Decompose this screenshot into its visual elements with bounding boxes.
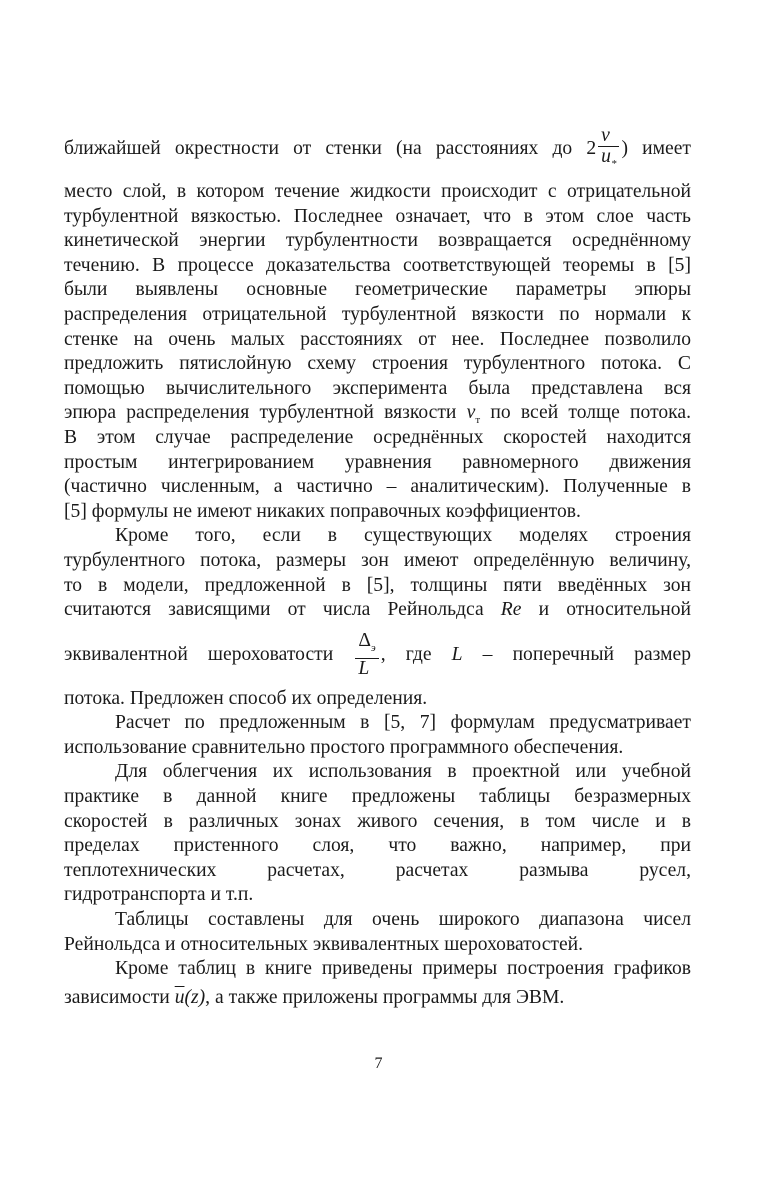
fraction-numerator: ν (598, 126, 619, 147)
text-segment: зависимости (64, 986, 175, 1008)
text-line: простым интегрированием уравнения равномерного движения (64, 451, 691, 473)
text-line: В этом случае распределение осреднённых скоростей находится (64, 426, 691, 448)
text-line: практике в данной книге предложены таблицы безразмерных (64, 786, 691, 808)
text-segment: эпюра распределения турбулентной вязкости (64, 402, 467, 424)
text-line: распределения отрицательной турбулентной вязкости по нормали к (64, 303, 691, 325)
text-line: гидротранспорта и т.п. (64, 884, 254, 906)
text-line: помощью вычислительного эксперимента была представлена вся (64, 377, 691, 399)
page-number: 7 (374, 1055, 383, 1072)
text-line: место слой, в котором течение жидкости происходит с отрицательной (64, 181, 691, 202)
text-line: теплотехнических расчетах, расчетах размыва русел, (64, 859, 691, 881)
text-line: течению. В процессе доказательства соответствующей теоремы в [5] (64, 254, 691, 276)
text-line (64, 118, 691, 180)
math-u-mean: $\overline{u}$ (174, 986, 185, 1008)
fraction-denominator: L (358, 658, 370, 680)
text-line: Кроме того, если в существующих моделях строения (115, 525, 691, 547)
text-line (64, 401, 691, 426)
text-segment: эквивалентной шероховатости (64, 643, 354, 665)
text-line (64, 982, 691, 1014)
text-segment: ближайшей окрестности от стенки (на расстояниях до 2 (64, 138, 597, 159)
text-line: турбулентного потока, размеры зон имеют определённую величину, (64, 549, 691, 571)
text-line: Расчет по предложенным в [5, 7] формулам предусматривает (115, 712, 691, 734)
text-line: Кроме таблиц в книге приведены примеры построения графиков (115, 958, 691, 980)
text-segment: – поперечный размер (462, 643, 691, 665)
text-line: (частично численным, а частично – аналитическим). Полученные в (64, 476, 691, 498)
text-segment: ) имеет (621, 138, 691, 159)
text-line: [5] формулы не имеют никаких поправочных коэффициентов. (64, 500, 581, 522)
text-line: Для облегчения их использования в проектной или учебной (115, 761, 691, 783)
fraction-numerator (355, 631, 378, 659)
fraction-denominator-symbol: u (601, 145, 611, 167)
fraction-numerator-symbol: Δ (358, 630, 371, 652)
fraction-numerator-subscript: э (370, 642, 376, 655)
fraction-denominator (598, 147, 619, 174)
text-segment: , где (380, 643, 452, 665)
math-subscript: т (475, 414, 481, 427)
math-re: Re (500, 599, 522, 621)
text-line (64, 623, 691, 687)
text-line: скоростей в различных зонах живого сечения, в том числе и в (64, 810, 691, 832)
math-nu: ν (466, 402, 476, 424)
text-line: пределах пристенного слоя, что важно, например, при (64, 835, 691, 857)
page-body (64, 118, 691, 1014)
text-line: стенке на очень малых расстояниях от нее. Последнее позволило (64, 328, 691, 350)
fraction-delta-over-l (355, 631, 378, 679)
text-line: предложить пятислойную схему строения турбулентного потока. С (64, 353, 691, 375)
text-line: то в модели, предложенной в [5], толщины пяти введённых зон (64, 574, 691, 596)
text-line: турбулентной вязкостью. Последнее означает, что в этом слое часть (64, 205, 691, 227)
text-line: Таблицы составлены для очень широкого диапазона чисел (115, 909, 691, 931)
text-segment: считаются зависящими от числа Рейнольдса (64, 599, 501, 621)
text-line: были выявлены основные геометрические параметры эпюры (64, 279, 691, 301)
text-line (64, 598, 691, 623)
text-segment: и относительной (521, 599, 692, 621)
math-argument: (z) (184, 986, 206, 1008)
text-line: Рейнольдса и относительных эквивалентных шероховатостей. (64, 933, 584, 955)
math-l: L (451, 643, 463, 665)
text-segment: по всей толще потока. (480, 402, 691, 424)
fraction-denominator-subscript: * (610, 157, 617, 170)
text-segment: , а также приложены программы для ЭВМ. (205, 986, 565, 1008)
text-line: потока. Предложен способ их определения. (64, 687, 428, 709)
text-line: использование сравнительно простого программного обеспечения. (64, 736, 624, 758)
text-line: кинетической энергии турбулентности возвращается осреднённому (64, 230, 691, 252)
fraction-nu-over-u (598, 126, 619, 174)
